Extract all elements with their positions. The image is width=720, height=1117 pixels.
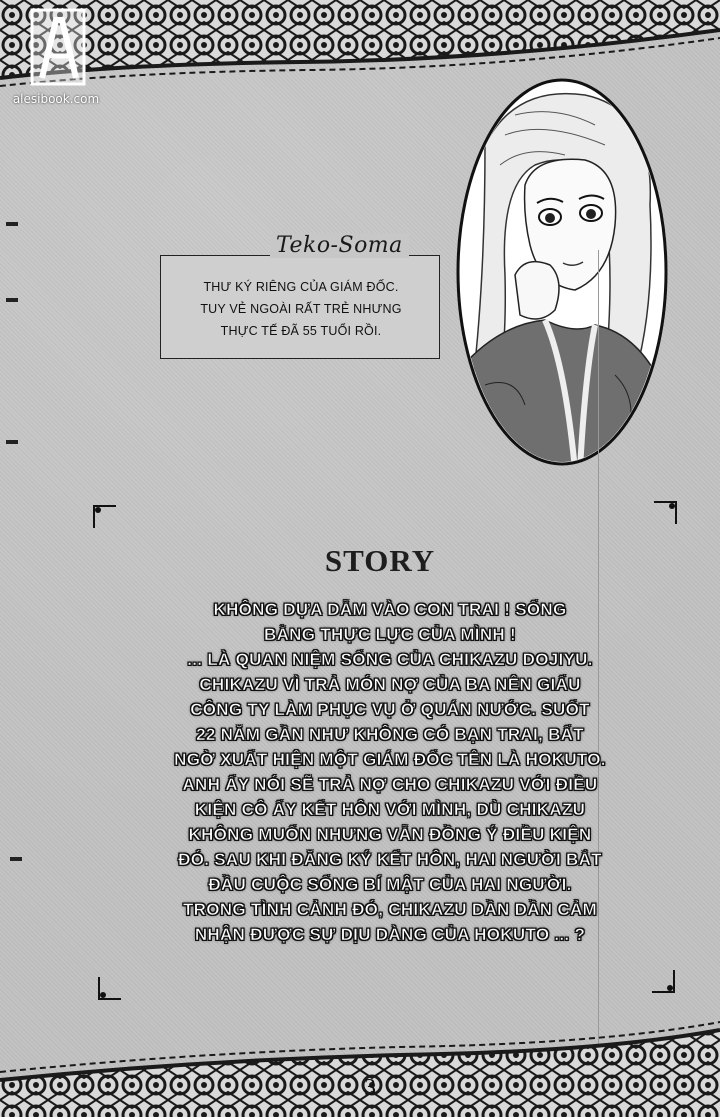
- profile-line: THỰC TẾ ĐÃ 55 TUỔI RỒI.: [220, 324, 382, 338]
- story-line: CHIKAZU VÌ TRẢ MÓN NỢ CỦA BA NÊN GIẤU: [199, 675, 581, 694]
- watermark-text: alesibook.com: [12, 92, 100, 106]
- margin-tick: [6, 222, 18, 226]
- story-line: ĐÓ. SAU KHI ĐĂNG KÝ KẾT HÔN, HAI NGƯỜI BẮT: [178, 850, 602, 869]
- story-line: TRONG TÌNH CẢNH ĐÓ, CHIKAZU DẦN DẦN CẢM: [182, 900, 597, 919]
- profile-box: [160, 255, 440, 359]
- story-line: ... LÀ QUAN NIỆM SỐNG CỦA CHIKAZU DOJIYU.: [187, 650, 593, 669]
- story-title: STORY: [324, 543, 436, 578]
- margin-tick: [10, 857, 22, 861]
- story-line: NHẬN ĐƯỢC SỰ DỊU DÀNG CỦA HOKUTO ... ?: [194, 925, 586, 944]
- story-line: KHÔNG MUỐN NHƯNG VẪN ĐỒNG Ý ĐIỀU KIỆN: [188, 825, 592, 844]
- watermark: [4, 8, 106, 108]
- story-line: NGỜ XUẤT HIỆN MỘT GIÁM ĐỐC TÊN LÀ HOKUTO.: [174, 750, 606, 769]
- corner-bracket-icon: [650, 496, 680, 526]
- story-line: ANH ẤY NÓI SẼ TRẢ NỢ CHO CHIKAZU VỚI ĐIỀU: [182, 775, 598, 794]
- margin-tick: [6, 298, 18, 302]
- story-line: CÔNG TY LÀM PHỤC VỤ Ở QUÁN NƯỚC. SUỐT: [190, 700, 590, 719]
- corner-bracket-icon: [648, 968, 678, 998]
- story-line: BẰNG THỰC LỰC CỦA MÌNH !: [264, 625, 516, 644]
- margin-tick: [6, 440, 18, 444]
- watermark-logo-icon: [26, 8, 90, 86]
- story-line: 22 NĂM GẦN NHƯ KHÔNG CÓ BẠN TRAI, BẤT: [196, 725, 584, 744]
- story-line: ĐẦU CUỘC SỐNG BÍ MẬT CỦA HAI NGƯỜI.: [208, 875, 572, 894]
- story-line: KHÔNG DỰA DẪM VÀO CON TRAI ! SỐNG: [213, 600, 567, 619]
- corner-bracket-icon: [95, 975, 125, 1005]
- profile-name: Teko-Soma: [270, 233, 409, 258]
- character-portrait: [455, 75, 670, 470]
- story-line: KIỆN CÔ ẤY KẾT HÔN VỚI MÌNH, DÙ CHIKAZU: [194, 800, 586, 819]
- profile-line: TUY VẺ NGOÀI RẤT TRẺ NHƯNG: [200, 302, 402, 316]
- profile-line: THƯ KÝ RIÊNG CỦA GIÁM ĐỐC.: [203, 280, 399, 294]
- page-number: 3: [364, 1075, 376, 1101]
- corner-bracket-icon: [90, 500, 120, 530]
